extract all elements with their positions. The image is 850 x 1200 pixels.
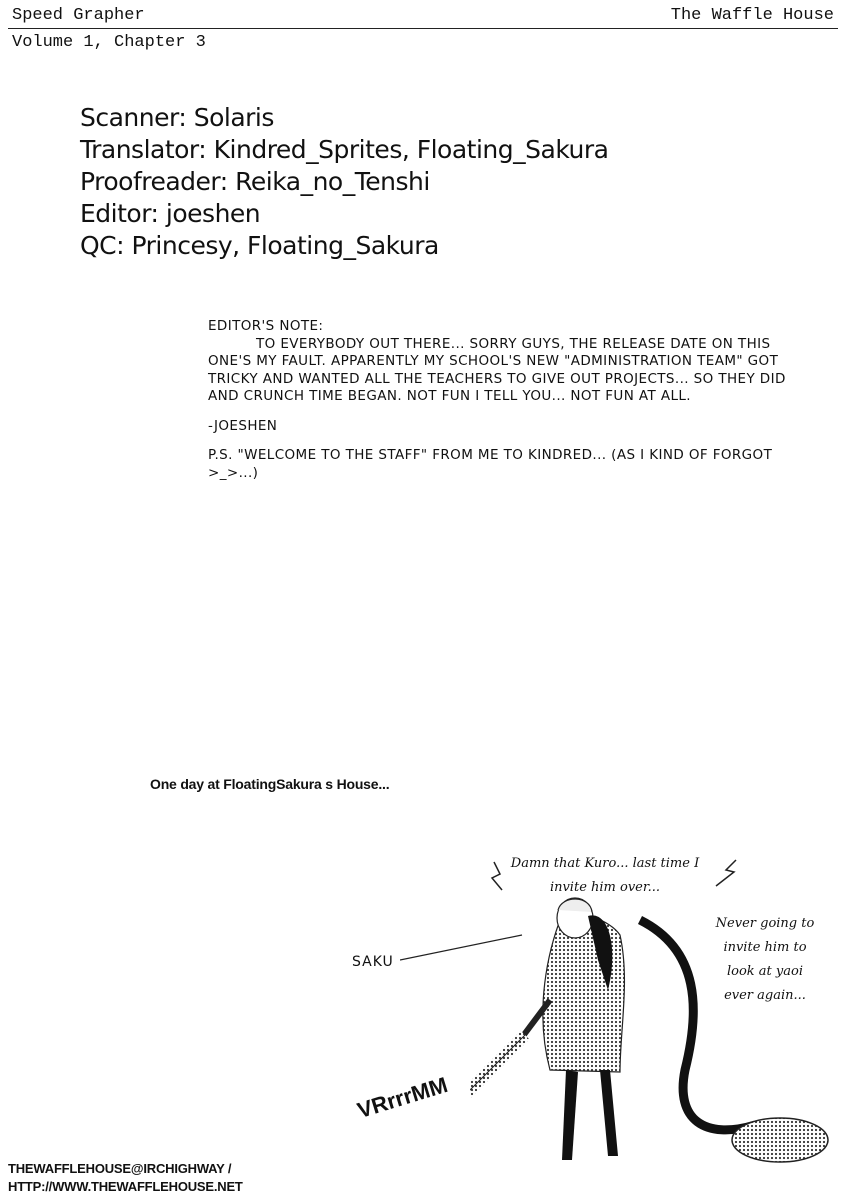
bubble-top-line-2: invite him over...	[549, 880, 661, 895]
group-name: The Waffle House	[670, 6, 834, 25]
series-title: Speed Grapher	[12, 6, 145, 25]
credit-proofreader: Proofreader: Reika_no_Tenshi	[80, 167, 430, 196]
bubble-right-line-4: ever again...	[724, 988, 806, 1003]
bubble-right-line-3: look at yaoi	[726, 964, 803, 979]
credit-qc: QC: Princesy, Floating_Sakura	[80, 231, 439, 260]
header-divider	[8, 28, 838, 29]
coat	[543, 914, 625, 1072]
speech-bubble-top	[505, 852, 705, 900]
character-label: SAKU	[352, 954, 394, 970]
credit-scanner: Scanner: Solaris	[80, 103, 274, 132]
note-signature: -JOESHEN	[208, 417, 278, 434]
irc-address: THEWAFFLEHOUSE@IRCHIGHWAY /	[8, 1161, 232, 1176]
leg-right	[600, 1070, 618, 1156]
vacuum-canister	[732, 1118, 828, 1162]
note-heading: EDITOR'S NOTE:	[208, 318, 324, 334]
credit-editor: Editor: joeshen	[80, 199, 261, 228]
leg-left	[562, 1070, 578, 1160]
vacuum-wand	[470, 1035, 525, 1180]
anger-lines-left	[492, 862, 502, 890]
bubble-top-line-1: Damn that Kuro... last time I	[510, 856, 700, 871]
site-footer	[8, 1160, 243, 1196]
note-body: TO EVERYBODY OUT THERE... SORRY GUYS, THE RELEASE DATE ON THIS ONE'S MY FAULT. APPARENTLY MY SCHOOL'S NEW "ADMINISTRATION TEAM" GOT TRICKY AND WANTED ALL THE TEACHERS TO GIVE OUT PROJECTS... SO THEY DID AND CRUNCH TIME BEGAN. NOT FUN I TELL YOU... NOT FUN AT ALL.	[208, 335, 786, 404]
chapter-label: Volume 1, Chapter 3	[12, 33, 206, 52]
bubble-right-line-2: invite him to	[723, 940, 807, 955]
editor-note	[208, 318, 788, 482]
staff-credits	[80, 102, 608, 262]
speech-bubble-right	[700, 912, 830, 1008]
website-url: HTTP://WWW.THEWAFFLEHOUSE.NET	[8, 1179, 243, 1194]
note-ps: P.S. "WELCOME TO THE STAFF" FROM ME TO KINDRED... (AS I KIND OF FORGOT >_>...)	[208, 447, 773, 481]
bubble-right-line-1: Never going to	[715, 916, 815, 931]
hair	[558, 899, 592, 912]
scene-caption: One day at FloatingSakura s House...	[150, 776, 390, 792]
sound-effect: VRrrrMM	[354, 1071, 451, 1124]
label-pointer-line	[400, 930, 525, 965]
credit-translator: Translator: Kindred_Sprites, Floating_Sakura	[80, 135, 609, 164]
anger-lines-right	[716, 860, 736, 886]
